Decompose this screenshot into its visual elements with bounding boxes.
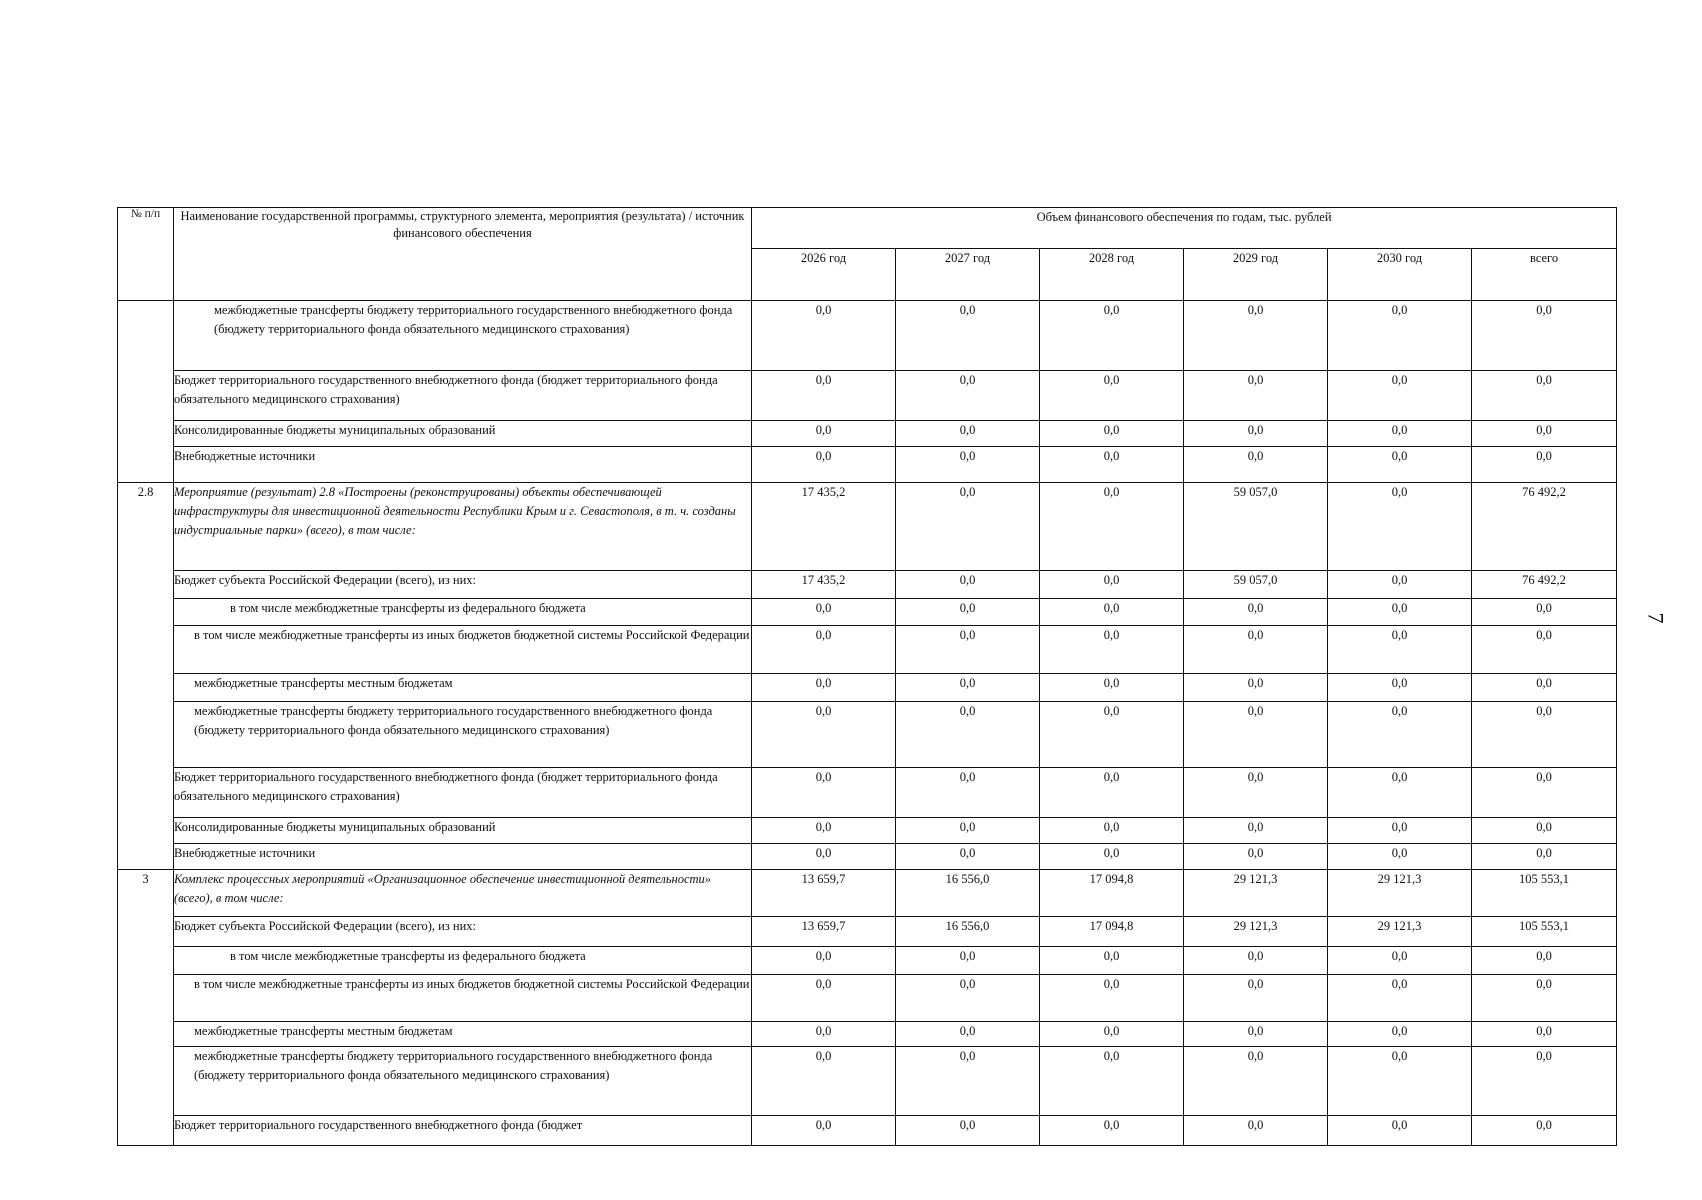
header-year-2026: 2026 год bbox=[752, 249, 896, 301]
cell-value: 0,0 bbox=[1184, 674, 1328, 702]
cell-value: 0,0 bbox=[1328, 1116, 1472, 1146]
table-row bbox=[118, 371, 1617, 421]
cell-value: 0,0 bbox=[752, 975, 896, 1022]
cell-value: 0,0 bbox=[1040, 447, 1184, 483]
table-row bbox=[118, 702, 1617, 768]
header-name: Наименование государственной программы, структурного элемента, мероприятия (результата) / источник финансового обеспечения bbox=[174, 208, 752, 301]
table-row bbox=[118, 1022, 1617, 1047]
cell-value: 0,0 bbox=[1184, 1022, 1328, 1047]
cell-value: 0,0 bbox=[1472, 421, 1617, 447]
financing-table bbox=[117, 207, 1617, 1146]
cell-value: 76 492,2 bbox=[1472, 571, 1617, 599]
row-name: Бюджет субъекта Российской Федерации (всего), из них: bbox=[174, 917, 752, 947]
cell-value: 0,0 bbox=[896, 599, 1040, 626]
cell-value: 0,0 bbox=[752, 447, 896, 483]
row-name: межбюджетные трансферты бюджету территориального государственного внебюджетного фонда (бюджету территориального фонда обязательного медицинского страхования) bbox=[174, 702, 752, 768]
cell-value: 105 553,1 bbox=[1472, 870, 1617, 917]
row-name: межбюджетные трансферты местным бюджетам bbox=[174, 1022, 752, 1047]
cell-value: 0,0 bbox=[1184, 844, 1328, 870]
table-row bbox=[118, 483, 1617, 571]
cell-value: 0,0 bbox=[1040, 844, 1184, 870]
table-row bbox=[118, 447, 1617, 483]
cell-value: 105 553,1 bbox=[1472, 917, 1617, 947]
cell-value: 0,0 bbox=[1328, 483, 1472, 571]
row-name: Консолидированные бюджеты муниципальных образований bbox=[174, 818, 752, 844]
cell-value: 0,0 bbox=[1472, 768, 1617, 818]
cell-value: 0,0 bbox=[1040, 1047, 1184, 1116]
cell-value: 0,0 bbox=[1328, 947, 1472, 975]
cell-value: 0,0 bbox=[1040, 571, 1184, 599]
cell-value: 29 121,3 bbox=[1328, 870, 1472, 917]
row-name: в том числе межбюджетные трансферты из федерального бюджета bbox=[174, 599, 752, 626]
cell-value: 16 556,0 bbox=[896, 870, 1040, 917]
cell-value: 0,0 bbox=[1040, 947, 1184, 975]
cell-value: 0,0 bbox=[1472, 626, 1617, 674]
cell-value: 0,0 bbox=[1184, 975, 1328, 1022]
cell-value: 29 121,3 bbox=[1184, 870, 1328, 917]
cell-value: 0,0 bbox=[752, 626, 896, 674]
cell-value: 0,0 bbox=[1328, 626, 1472, 674]
row-name: Консолидированные бюджеты муниципальных образований bbox=[174, 421, 752, 447]
cell-value: 0,0 bbox=[752, 1116, 896, 1146]
cell-value: 17 435,2 bbox=[752, 571, 896, 599]
cell-value: 0,0 bbox=[896, 844, 1040, 870]
table-row bbox=[118, 599, 1617, 626]
cell-value: 0,0 bbox=[1472, 1022, 1617, 1047]
cell-value: 0,0 bbox=[1040, 1116, 1184, 1146]
cell-value: 0,0 bbox=[1328, 1047, 1472, 1116]
cell-value: 0,0 bbox=[1472, 599, 1617, 626]
cell-value: 0,0 bbox=[752, 844, 896, 870]
cell-value: 0,0 bbox=[1184, 421, 1328, 447]
cell-value: 0,0 bbox=[752, 1022, 896, 1047]
header-year-2028: 2028 год bbox=[1040, 249, 1184, 301]
row-name: в том числе межбюджетные трансферты из федерального бюджета bbox=[174, 947, 752, 975]
cell-value: 0,0 bbox=[1184, 626, 1328, 674]
cell-value: 59 057,0 bbox=[1184, 571, 1328, 599]
cell-value: 0,0 bbox=[896, 674, 1040, 702]
cell-value: 0,0 bbox=[1472, 1116, 1617, 1146]
cell-value: 0,0 bbox=[1472, 447, 1617, 483]
cell-value: 13 659,7 bbox=[752, 870, 896, 917]
cell-value: 0,0 bbox=[1184, 599, 1328, 626]
cell-value: 0,0 bbox=[1328, 599, 1472, 626]
table-row bbox=[118, 818, 1617, 844]
cell-value: 0,0 bbox=[1184, 768, 1328, 818]
cell-value: 0,0 bbox=[896, 371, 1040, 421]
cell-value: 0,0 bbox=[752, 768, 896, 818]
cell-value: 0,0 bbox=[896, 447, 1040, 483]
cell-value: 0,0 bbox=[1472, 371, 1617, 421]
cell-value: 0,0 bbox=[896, 975, 1040, 1022]
cell-value: 0,0 bbox=[1472, 947, 1617, 975]
cell-value: 0,0 bbox=[1328, 768, 1472, 818]
row-name: Бюджет территориального государственного внебюджетного фонда (бюджет территориального фонда обязательного медицинского страхования) bbox=[174, 768, 752, 818]
cell-value: 0,0 bbox=[1328, 447, 1472, 483]
cell-value: 0,0 bbox=[752, 674, 896, 702]
cell-value: 0,0 bbox=[896, 626, 1040, 674]
cell-value: 29 121,3 bbox=[1328, 917, 1472, 947]
cell-value: 0,0 bbox=[1472, 975, 1617, 1022]
cell-value: 76 492,2 bbox=[1472, 483, 1617, 571]
cell-value: 0,0 bbox=[896, 301, 1040, 371]
cell-value: 29 121,3 bbox=[1184, 917, 1328, 947]
cell-value: 0,0 bbox=[1040, 371, 1184, 421]
cell-value: 16 556,0 bbox=[896, 917, 1040, 947]
table-row bbox=[118, 947, 1617, 975]
header-year-2030: 2030 год bbox=[1328, 249, 1472, 301]
cell-value: 0,0 bbox=[896, 947, 1040, 975]
row-number: 3 bbox=[118, 870, 174, 1146]
table-row bbox=[118, 975, 1617, 1022]
cell-value: 0,0 bbox=[752, 947, 896, 975]
cell-value: 0,0 bbox=[752, 371, 896, 421]
cell-value: 0,0 bbox=[1040, 975, 1184, 1022]
cell-value: 0,0 bbox=[752, 421, 896, 447]
cell-value: 0,0 bbox=[896, 421, 1040, 447]
row-name: Бюджет территориального государственного внебюджетного фонда (бюджет bbox=[174, 1116, 752, 1146]
cell-value: 17 094,8 bbox=[1040, 917, 1184, 947]
cell-value: 0,0 bbox=[1040, 626, 1184, 674]
table-row bbox=[118, 301, 1617, 371]
cell-value: 0,0 bbox=[1328, 301, 1472, 371]
cell-value: 0,0 bbox=[1040, 421, 1184, 447]
cell-value: 0,0 bbox=[1040, 1022, 1184, 1047]
cell-value: 0,0 bbox=[752, 702, 896, 768]
table-row bbox=[118, 1116, 1617, 1146]
cell-value: 0,0 bbox=[896, 702, 1040, 768]
row-name: Бюджет территориального государственного внебюджетного фонда (бюджет территориального фонда обязательного медицинского страхования) bbox=[174, 371, 752, 421]
cell-value: 0,0 bbox=[1040, 674, 1184, 702]
cell-value: 0,0 bbox=[1328, 975, 1472, 1022]
row-name: Внебюджетные источники bbox=[174, 844, 752, 870]
cell-value: 13 659,7 bbox=[752, 917, 896, 947]
row-name: межбюджетные трансферты бюджету территориального государственного внебюджетного фонда (бюджету территориального фонда обязательного медицинского страхования) bbox=[174, 1047, 752, 1116]
cell-value: 0,0 bbox=[752, 301, 896, 371]
row-number: 2.8 bbox=[118, 483, 174, 870]
cell-value: 0,0 bbox=[896, 1022, 1040, 1047]
table-row bbox=[118, 674, 1617, 702]
cell-value: 0,0 bbox=[1328, 421, 1472, 447]
cell-value: 0,0 bbox=[1184, 1047, 1328, 1116]
row-name: Комплекс процессных мероприятий «Организационное обеспечение инвестиционной деятельности» (всего), в том числе: bbox=[174, 870, 752, 917]
cell-value: 0,0 bbox=[896, 768, 1040, 818]
cell-value: 0,0 bbox=[896, 1047, 1040, 1116]
row-name: в том числе межбюджетные трансферты из иных бюджетов бюджетной системы Российской Федерации bbox=[174, 626, 752, 674]
cell-value: 0,0 bbox=[752, 599, 896, 626]
table-row bbox=[118, 421, 1617, 447]
header-total: всего bbox=[1472, 249, 1617, 301]
table-row bbox=[118, 571, 1617, 599]
cell-value: 0,0 bbox=[896, 571, 1040, 599]
cell-value: 0,0 bbox=[1040, 768, 1184, 818]
header-year-2027: 2027 год bbox=[896, 249, 1040, 301]
cell-value: 0,0 bbox=[1040, 818, 1184, 844]
table-row bbox=[118, 1047, 1617, 1116]
cell-value: 0,0 bbox=[1328, 371, 1472, 421]
cell-value: 0,0 bbox=[1328, 844, 1472, 870]
row-number bbox=[118, 301, 174, 483]
cell-value: 0,0 bbox=[1472, 844, 1617, 870]
table-row bbox=[118, 917, 1617, 947]
cell-value: 0,0 bbox=[1328, 702, 1472, 768]
cell-value: 17 094,8 bbox=[1040, 870, 1184, 917]
header-number: № п/п bbox=[118, 208, 174, 301]
cell-value: 0,0 bbox=[1184, 301, 1328, 371]
cell-value: 0,0 bbox=[1040, 483, 1184, 571]
cell-value: 0,0 bbox=[1328, 571, 1472, 599]
page-number: 7 bbox=[1643, 612, 1669, 624]
cell-value: 0,0 bbox=[1472, 1047, 1617, 1116]
row-name: Бюджет субъекта Российской Федерации (всего), из них: bbox=[174, 571, 752, 599]
row-name: межбюджетные трансферты бюджету территориального государственного внебюджетного фонда (бюджету территориального фонда обязательного медицинского страхования) bbox=[174, 301, 752, 371]
cell-value: 0,0 bbox=[752, 818, 896, 844]
table-row bbox=[118, 626, 1617, 674]
cell-value: 0,0 bbox=[896, 483, 1040, 571]
cell-value: 0,0 bbox=[1184, 947, 1328, 975]
cell-value: 0,0 bbox=[1184, 1116, 1328, 1146]
cell-value: 0,0 bbox=[1184, 371, 1328, 421]
table-row bbox=[118, 768, 1617, 818]
cell-value: 0,0 bbox=[1040, 702, 1184, 768]
cell-value: 0,0 bbox=[896, 818, 1040, 844]
row-name: в том числе межбюджетные трансферты из иных бюджетов бюджетной системы Российской Федерации bbox=[174, 975, 752, 1022]
row-name: межбюджетные трансферты местным бюджетам bbox=[174, 674, 752, 702]
cell-value: 59 057,0 bbox=[1184, 483, 1328, 571]
cell-value: 0,0 bbox=[896, 1116, 1040, 1146]
cell-value: 0,0 bbox=[1184, 447, 1328, 483]
cell-value: 0,0 bbox=[1472, 674, 1617, 702]
row-name: Мероприятие (результат) 2.8 «Построены (реконструированы) объекты обеспечивающей инфраструктуры для инвестиционной деятельности Республики Крым и г. Севастополя, в т. ч. созданы индустриальные парки» (всего), в том числе: bbox=[174, 483, 752, 571]
cell-value: 17 435,2 bbox=[752, 483, 896, 571]
cell-value: 0,0 bbox=[1184, 818, 1328, 844]
cell-value: 0,0 bbox=[1328, 674, 1472, 702]
header-year-2029: 2029 год bbox=[1184, 249, 1328, 301]
cell-value: 0,0 bbox=[1472, 301, 1617, 371]
cell-value: 0,0 bbox=[1328, 1022, 1472, 1047]
cell-value: 0,0 bbox=[1184, 702, 1328, 768]
cell-value: 0,0 bbox=[752, 1047, 896, 1116]
row-name: Внебюджетные источники bbox=[174, 447, 752, 483]
cell-value: 0,0 bbox=[1472, 702, 1617, 768]
table-row bbox=[118, 844, 1617, 870]
cell-value: 0,0 bbox=[1472, 818, 1617, 844]
header-volume: Объем финансового обеспечения по годам, тыс. рублей bbox=[752, 208, 1617, 249]
cell-value: 0,0 bbox=[1040, 301, 1184, 371]
cell-value: 0,0 bbox=[1040, 599, 1184, 626]
cell-value: 0,0 bbox=[1328, 818, 1472, 844]
table-row bbox=[118, 870, 1617, 917]
